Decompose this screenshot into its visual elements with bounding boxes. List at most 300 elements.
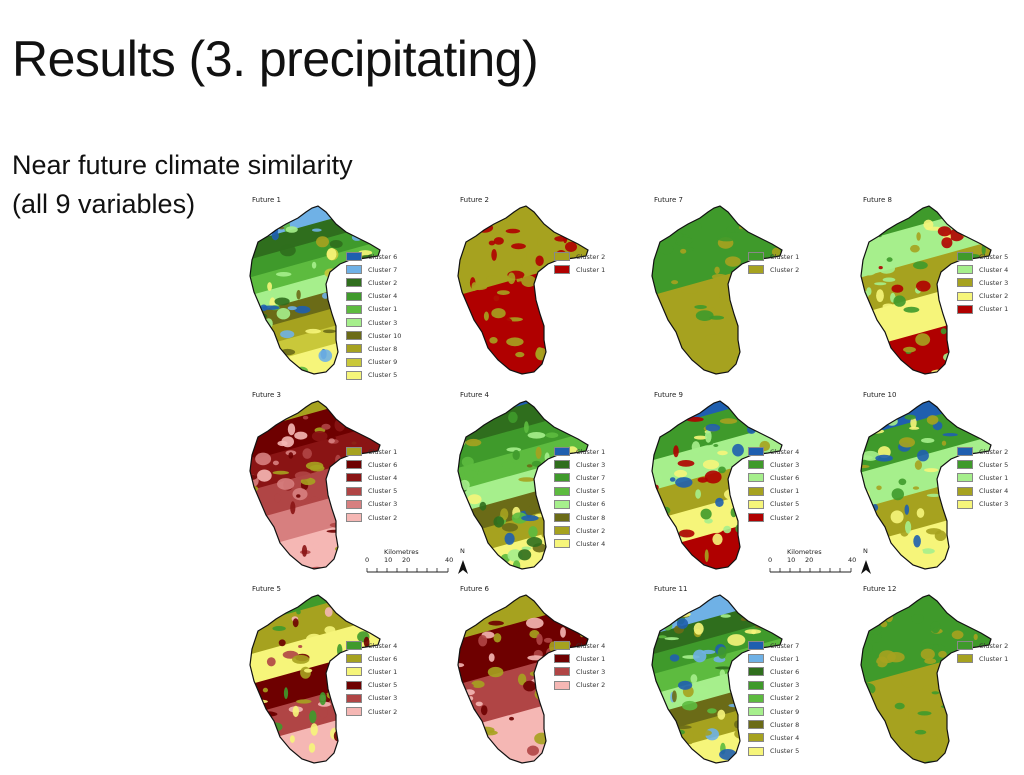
north-arrow-icon	[458, 560, 468, 574]
legend-item	[554, 458, 605, 471]
cluster-patch	[876, 486, 881, 491]
cluster-patch	[476, 223, 493, 233]
cluster-patch	[352, 755, 360, 763]
legend-item	[346, 445, 397, 458]
map-legend	[748, 250, 799, 276]
cluster-patch	[662, 345, 669, 352]
cluster-patch	[516, 631, 527, 642]
cluster-patch	[982, 728, 992, 734]
legend-item	[346, 679, 397, 692]
cluster-patch	[898, 565, 911, 577]
cluster-patch	[938, 486, 953, 495]
legend-label: Cluster 3	[770, 681, 800, 690]
legend-label: Cluster 3	[979, 500, 1009, 509]
legend-label: Cluster 8	[770, 720, 800, 729]
legend-item	[554, 639, 605, 652]
cluster-patch	[312, 229, 322, 232]
cluster-patch	[494, 237, 504, 245]
legend-swatch	[748, 681, 764, 690]
map-legend	[346, 250, 401, 382]
cluster-patch	[950, 709, 954, 720]
cluster-patch	[667, 565, 672, 574]
legend-swatch	[748, 265, 764, 274]
legend-item	[748, 718, 799, 731]
cluster-patch	[762, 541, 777, 544]
cluster-patch	[288, 452, 293, 459]
cluster-patch	[863, 733, 881, 738]
cluster-patch	[745, 536, 762, 547]
legend-label: Cluster 4	[576, 641, 606, 650]
cluster-patch	[705, 430, 712, 443]
scale-bar-graphic	[362, 548, 472, 578]
cluster-patch	[513, 450, 520, 460]
legend-item	[748, 445, 799, 458]
legend-label: Cluster 2	[770, 513, 800, 522]
legend-swatch	[748, 460, 764, 469]
legend-swatch	[554, 539, 570, 548]
cluster-patch	[497, 290, 510, 295]
cluster-patch	[975, 672, 985, 682]
legend-label: Cluster 2	[770, 694, 800, 703]
legend-label: Cluster 2	[368, 513, 398, 522]
cluster-patch	[518, 477, 535, 482]
cluster-patch	[913, 261, 928, 269]
cluster-patch	[293, 706, 299, 717]
cluster-patch	[464, 350, 474, 356]
legend-item	[346, 342, 401, 355]
legend-item	[748, 745, 799, 758]
cluster-patch	[479, 484, 489, 494]
cluster-patch	[731, 317, 748, 325]
cluster-patch	[974, 723, 982, 729]
cluster-patch	[774, 616, 781, 626]
cluster-patch	[917, 450, 929, 462]
legend-item	[957, 445, 1008, 458]
scale-bar-tick-label: 10	[384, 556, 393, 564]
scale-bar-tick-label: 10	[787, 556, 796, 564]
cluster-patch	[513, 263, 524, 271]
cluster-patch	[512, 649, 521, 653]
cluster-patch	[578, 358, 583, 361]
legend-label: Cluster 7	[770, 641, 800, 650]
cluster-patch	[882, 756, 899, 768]
legend-label: Cluster 2	[576, 252, 606, 261]
cluster-patch	[306, 634, 322, 645]
cluster-patch	[743, 296, 748, 305]
cluster-patch	[526, 618, 544, 629]
legend-swatch	[748, 447, 764, 456]
map-panel-title: Future 5	[252, 585, 281, 593]
cluster-patch	[347, 554, 351, 559]
cluster-patch	[267, 657, 276, 666]
subtitle-line-2: (all 9 variables)	[12, 189, 196, 219]
cluster-patch	[744, 278, 757, 289]
cluster-patch	[325, 268, 338, 277]
cluster-patch	[946, 465, 952, 470]
legend-swatch	[346, 473, 362, 482]
cluster-patch	[981, 608, 993, 617]
cluster-patch	[648, 742, 653, 749]
map-panel-title: Future 8	[863, 196, 892, 204]
legend-swatch	[346, 447, 362, 456]
north-label: N	[863, 547, 868, 555]
cluster-patch	[460, 755, 471, 767]
legend-swatch	[346, 344, 362, 353]
cluster-patch	[706, 424, 721, 432]
cluster-patch	[294, 432, 307, 440]
legend-swatch	[748, 733, 764, 742]
cluster-patch	[525, 507, 535, 516]
legend-label: Cluster 4	[368, 473, 398, 482]
cluster-patch	[319, 707, 328, 718]
cluster-patch	[928, 514, 942, 519]
legend-label: Cluster 5	[368, 487, 398, 496]
cluster-patch	[764, 325, 775, 329]
cluster-patch	[867, 330, 873, 341]
scale-bar-graphic	[765, 548, 875, 578]
cluster-patch	[320, 365, 326, 370]
cluster-patch	[749, 324, 757, 334]
cluster-patch	[949, 748, 964, 755]
legend-label: Cluster 2	[368, 707, 398, 716]
cluster-patch	[296, 290, 300, 300]
legend-item	[554, 537, 605, 550]
legend-swatch	[748, 667, 764, 676]
cluster-patch	[292, 655, 309, 664]
cluster-patch	[915, 460, 922, 470]
cluster-patch	[941, 299, 956, 311]
legend-swatch	[554, 487, 570, 496]
cluster-patch	[956, 341, 967, 351]
cluster-patch	[874, 282, 886, 285]
cluster-patch	[356, 720, 370, 723]
cluster-patch	[559, 349, 576, 354]
cluster-patch	[857, 512, 873, 521]
cluster-patch	[527, 464, 533, 467]
cluster-patch	[298, 645, 302, 648]
cluster-patch	[246, 619, 259, 623]
cluster-patch	[921, 649, 935, 660]
cluster-patch	[368, 757, 382, 763]
cluster-patch	[915, 333, 930, 346]
cluster-patch	[505, 533, 515, 545]
cluster-patch	[857, 525, 861, 534]
cluster-patch	[273, 461, 279, 466]
cluster-patch	[692, 441, 700, 453]
cluster-patch	[497, 348, 513, 354]
legend-label: Cluster 4	[979, 487, 1009, 496]
cluster-patch	[364, 227, 374, 237]
cluster-patch	[304, 669, 312, 673]
cluster-patch	[727, 634, 745, 646]
cluster-patch	[905, 415, 916, 420]
cluster-patch	[943, 306, 955, 312]
legend-swatch	[346, 681, 362, 690]
legend-item	[346, 329, 401, 342]
map-legend	[346, 445, 397, 524]
cluster-patch	[276, 272, 291, 277]
cluster-patch	[302, 448, 312, 459]
cluster-patch	[977, 330, 981, 341]
legend-item	[957, 250, 1008, 263]
legend-swatch	[957, 305, 973, 314]
cluster-patch	[551, 362, 556, 365]
cluster-patch	[360, 738, 370, 745]
cluster-patch	[321, 424, 330, 430]
legend-label: Cluster 6	[770, 667, 800, 676]
cluster-patch	[300, 667, 311, 679]
legend-label: Cluster 1	[979, 654, 1009, 663]
cluster-patch	[676, 237, 692, 244]
cluster-patch	[921, 642, 930, 647]
legend-label: Cluster 5	[576, 487, 606, 496]
cluster-patch	[481, 730, 497, 735]
cluster-patch	[552, 318, 568, 322]
cluster-patch	[480, 502, 487, 511]
legend-label: Cluster 4	[979, 265, 1009, 274]
cluster-patch	[918, 711, 932, 715]
cluster-patch	[876, 656, 888, 667]
cluster-patch	[466, 346, 477, 357]
legend-swatch	[748, 707, 764, 716]
cluster-patch	[278, 761, 293, 764]
cluster-patch	[502, 462, 517, 469]
legend-item	[748, 665, 799, 678]
legend-label: Cluster 5	[368, 371, 398, 380]
cluster-patch	[503, 725, 519, 729]
cluster-patch	[737, 374, 754, 377]
cluster-patch	[656, 431, 661, 436]
legend-label: Cluster 8	[576, 513, 606, 522]
legend-swatch	[346, 318, 362, 327]
cluster-patch	[982, 605, 990, 618]
cluster-patch	[563, 723, 578, 727]
cluster-patch	[262, 306, 279, 310]
cluster-patch	[658, 635, 667, 638]
cluster-patch	[913, 486, 919, 489]
cluster-patch	[743, 413, 749, 424]
cluster-patch	[863, 267, 876, 275]
map-panel	[648, 196, 838, 386]
cluster-patch	[705, 334, 721, 341]
cluster-patch	[931, 370, 948, 375]
cluster-patch	[306, 462, 323, 470]
cluster-patch	[648, 624, 655, 635]
cluster-patch	[879, 266, 883, 269]
scale-bar-tick-label: 0	[768, 556, 773, 564]
cluster-patch	[677, 618, 688, 629]
legend-label: Cluster 4	[770, 447, 800, 456]
cluster-patch	[975, 552, 980, 561]
cluster-patch	[250, 559, 256, 566]
cluster-patch	[702, 650, 716, 654]
cluster-patch	[273, 471, 289, 475]
legend-swatch	[748, 473, 764, 482]
legend-swatch	[346, 641, 362, 650]
cluster-patch	[670, 654, 680, 661]
cluster-patch	[571, 342, 579, 350]
cluster-patch	[310, 497, 319, 501]
cluster-patch	[961, 371, 968, 377]
legend-item	[346, 692, 397, 705]
legend-swatch	[957, 460, 973, 469]
legend-label: Cluster 3	[770, 460, 800, 469]
legend-swatch	[957, 292, 973, 301]
cluster-patch	[952, 630, 964, 639]
cluster-patch	[941, 237, 952, 248]
map-panel	[454, 585, 644, 775]
legend-swatch	[554, 526, 570, 535]
cluster-patch	[700, 442, 713, 445]
cluster-patch	[462, 457, 474, 467]
cluster-patch	[454, 509, 460, 513]
cluster-patch	[651, 719, 669, 731]
map-panel	[246, 196, 436, 386]
cluster-patch	[695, 489, 701, 499]
cluster-patch	[892, 488, 904, 500]
cluster-patch	[272, 626, 285, 631]
cluster-patch	[556, 286, 562, 295]
map-legend	[957, 250, 1008, 316]
legend-label: Cluster 5	[979, 252, 1009, 261]
cluster-patch	[312, 262, 316, 269]
legend-item	[554, 445, 605, 458]
legend-item	[554, 524, 605, 537]
cluster-patch	[277, 478, 294, 490]
cluster-patch	[715, 498, 724, 507]
cluster-patch	[943, 353, 956, 362]
map-legend	[554, 445, 605, 551]
cluster-patch	[488, 667, 504, 677]
cluster-patch	[572, 693, 587, 704]
cluster-patch	[544, 638, 552, 643]
cluster-patch	[680, 249, 686, 254]
cluster-patch	[534, 733, 549, 745]
cluster-patch	[973, 366, 981, 372]
legend-label: Cluster 3	[576, 460, 606, 469]
legend-item	[554, 498, 605, 511]
legend-item	[346, 511, 397, 524]
cluster-patch	[932, 691, 940, 694]
cluster-patch	[554, 236, 567, 242]
legend-label: Cluster 5	[979, 460, 1009, 469]
cluster-patch	[466, 439, 482, 446]
cluster-patch	[881, 364, 895, 373]
cluster-patch	[735, 365, 743, 378]
cluster-patch	[467, 414, 472, 424]
cluster-patch	[329, 660, 344, 668]
cluster-patch	[967, 512, 980, 521]
legend-item	[554, 250, 605, 263]
cluster-patch	[977, 617, 994, 630]
legend-swatch	[346, 654, 362, 663]
legend-label: Cluster 4	[368, 641, 398, 650]
cluster-patch	[556, 612, 566, 622]
cluster-patch	[672, 729, 685, 735]
cluster-patch	[762, 326, 771, 330]
cluster-patch	[871, 662, 878, 666]
cluster-patch	[523, 681, 536, 692]
cluster-patch	[293, 270, 309, 280]
cluster-patch	[666, 367, 678, 371]
cluster-patch	[929, 735, 938, 743]
cluster-patch	[904, 307, 920, 313]
cluster-patch	[545, 364, 555, 370]
cluster-patch	[277, 308, 291, 319]
cluster-patch	[562, 301, 569, 311]
cluster-patch	[330, 240, 343, 248]
cluster-patch	[454, 326, 464, 330]
legend-label: Cluster 10	[368, 331, 402, 340]
map-panel-title: Future 3	[252, 391, 281, 399]
cluster-patch	[656, 473, 662, 481]
cluster-patch	[649, 334, 655, 339]
legend-swatch	[346, 265, 362, 274]
legend-item	[346, 290, 401, 303]
legend-item	[957, 652, 1008, 665]
cluster-patch	[753, 527, 758, 540]
cluster-patch	[509, 717, 514, 721]
cluster-patch	[302, 545, 307, 557]
cluster-patch	[736, 367, 750, 377]
cluster-patch	[255, 338, 268, 346]
cluster-patch	[714, 550, 727, 554]
cluster-patch	[528, 526, 537, 538]
cluster-patch	[558, 730, 563, 741]
scale-bar-title: Kilometres	[787, 548, 822, 556]
cluster-patch	[979, 618, 984, 625]
cluster-patch	[339, 532, 349, 544]
cluster-patch	[335, 362, 345, 369]
cluster-patch	[569, 278, 586, 284]
cluster-patch	[913, 535, 921, 547]
scale-bar-tick-label: 20	[805, 556, 814, 564]
cluster-patch	[737, 354, 754, 362]
legend-item	[346, 498, 397, 511]
cluster-patch	[872, 728, 888, 734]
cluster-patch	[694, 305, 707, 309]
cluster-patch	[857, 736, 862, 740]
cluster-patch	[488, 621, 504, 626]
cluster-patch	[909, 427, 919, 430]
cluster-patch	[658, 716, 674, 728]
legend-swatch	[554, 667, 570, 676]
subtitle-line-1: Near future climate similarity	[12, 150, 353, 180]
legend-swatch	[346, 331, 362, 340]
cluster-patch	[717, 710, 725, 720]
legend-label: Cluster 6	[368, 252, 398, 261]
cluster-patch	[543, 666, 553, 678]
cluster-patch	[712, 534, 722, 545]
cluster-patch	[366, 726, 375, 733]
cluster-patch	[511, 243, 526, 249]
cluster-patch	[924, 468, 938, 472]
cluster-patch	[740, 557, 757, 568]
legend-item	[346, 705, 397, 718]
cluster-patch	[900, 738, 914, 751]
cluster-patch	[949, 223, 961, 229]
map-legend	[748, 445, 799, 524]
map-legend	[957, 639, 1008, 665]
cluster-patch	[671, 280, 678, 284]
cluster-patch	[464, 471, 477, 478]
cluster-patch	[472, 285, 488, 291]
cluster-patch	[554, 743, 567, 751]
cluster-patch	[454, 723, 461, 727]
cluster-patch	[494, 633, 502, 642]
cluster-patch	[719, 290, 729, 301]
cluster-patch	[901, 675, 915, 687]
